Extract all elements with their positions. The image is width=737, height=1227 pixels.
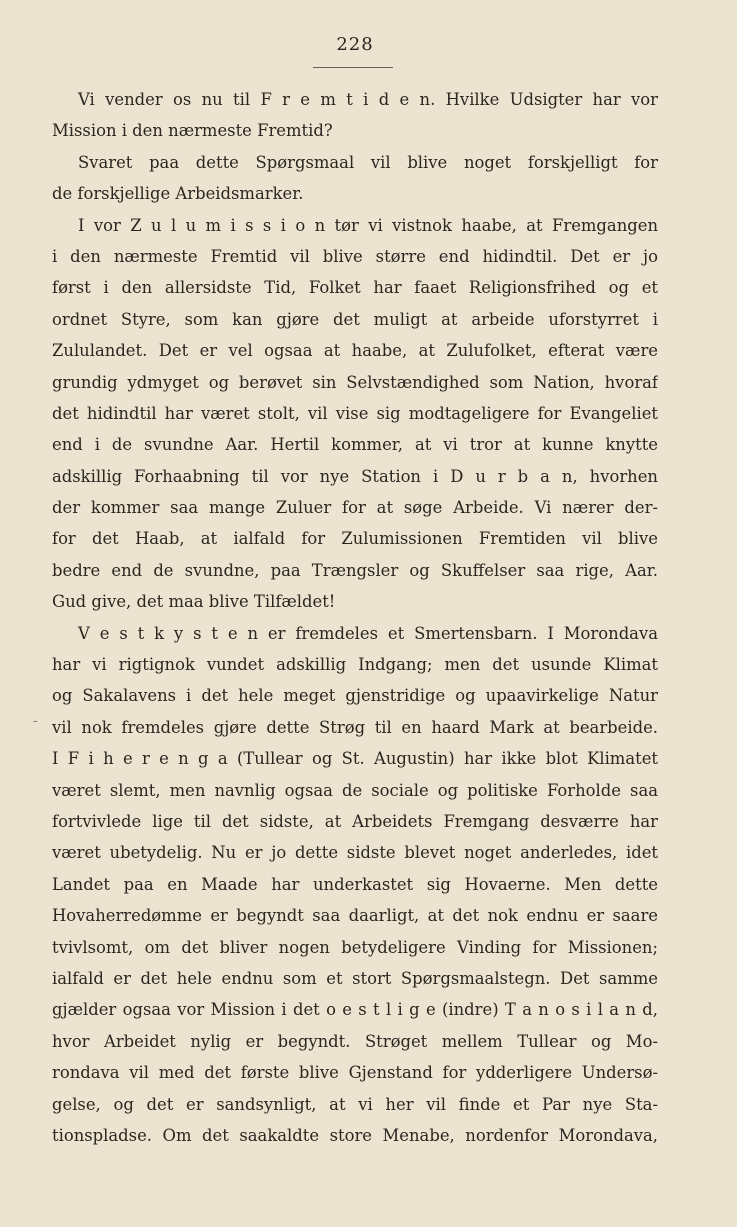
text-line: tionspladse. Om det saakaldte store Menabe, nordenfor Morondava, [52, 1125, 658, 1145]
text-line: for det Haab, at ialfald for Zulumissionen Fremtiden vil blive [52, 529, 658, 549]
text-line: Hovaherredømme er begyndt saa daarligt, at det nok endnu er saare [52, 906, 658, 926]
text-line: og Sakalavens i det hele meget gjenstridige og upaavirkelige Natur [52, 686, 658, 706]
page-number: 228 [336, 34, 374, 55]
text-line: gelse, og det er sandsynligt, at vi her vil finde et Par nye Sta- [52, 1094, 658, 1114]
text-line: bedre end de svundne, paa Trængsler og Skuffelser saa rige, Aar. [52, 560, 658, 580]
text-line: fortvivlede lige til det sidste, at Arbeidets Fremgang desværre har [52, 811, 658, 831]
text-line: vil nok fremdeles gjøre dette Strøg til en haard Mark at bearbeide. [52, 717, 658, 737]
text-line: Gud give, det maa blive Tilfældet! [52, 592, 336, 612]
text-line: Zululandet. Det er vel ogsaa at haabe, at Zulufolket, efterat være [52, 341, 658, 361]
text-line: I vor Z u l u m i s s i o n tør vi vistnok haabe, at Fremgangen [78, 215, 658, 235]
text-line: Svaret paa dette Spørgsmaal vil blive noget forskjelligt for [78, 152, 658, 172]
text-line: Landet paa en Maade har underkastet sig Hovaerne. Men dette [52, 874, 658, 894]
text-line: rondava vil med det første blive Gjenstand for ydderligere Undersø- [52, 1063, 658, 1083]
text-line: først i den allersidste Tid, Folket har faaet Religionsfrihed og et [52, 278, 658, 298]
text-line: været slemt, men navnlig ogsaa de sociale og politiske Forholde saa [52, 780, 658, 800]
text-line: Mission i den nærmeste Fremtid? [52, 121, 333, 141]
body-text [52, 84, 658, 1151]
text-line: det hidindtil har været stolt, vil vise sig modtageligere for Evangeliet [52, 403, 658, 423]
text-line: har vi rigtignok vundet adskillig Indgang; men det usunde Klimat [52, 655, 658, 675]
text-line: gjælder ogsaa vor Mission i det o e s t l i g e (indre) T a n o s i l a n d, [52, 1000, 658, 1020]
text-line: end i de svundne Aar. Hertil kommer, at vi tror at kunne knytte [52, 435, 658, 455]
text-line: V e s t k y s t e n er fremdeles et Smertensbarn. I Morondava [78, 623, 658, 643]
text-line: I F i h e r e n g a (Tullear og St. Augustin) har ikke blot Klimatet [52, 749, 658, 769]
text-line: adskillig Forhaabning til vor nye Station i D u r b a n, hvorhen [52, 466, 658, 486]
text-line: i den nærmeste Fremtid vil blive større end hidindtil. Det er jo [52, 246, 658, 266]
text-line: været ubetydelig. Nu er jo dette sidste blevet noget anderledes, idet [52, 843, 658, 863]
margin-mark: - [33, 713, 38, 729]
text-line: grundig ydmyget og berøvet sin Selvstændighed som Nation, hvoraf [52, 372, 658, 392]
text-line: Vi vender os nu til F r e m t i d e n. Hvilke Udsigter har vor [78, 90, 658, 109]
header-rule [313, 67, 393, 68]
text-line: ialfald er det hele endnu som et stort Spørgsmaalstegn. Det samme [52, 968, 658, 988]
text-line: tvivlsomt, om det bliver nogen betydeligere Vinding for Missionen; [52, 937, 658, 957]
text-line: ordnet Styre, som kan gjøre det muligt at arbeide uforstyrret i [52, 309, 658, 329]
text-line: hvor Arbeidet nylig er begyndt. Strøget mellem Tullear og Mo- [52, 1031, 658, 1051]
text-line: de forskjellige Arbeidsmarker. [52, 184, 304, 204]
text-line: der kommer saa mange Zuluer for at søge Arbeide. Vi nærer der- [52, 498, 658, 518]
